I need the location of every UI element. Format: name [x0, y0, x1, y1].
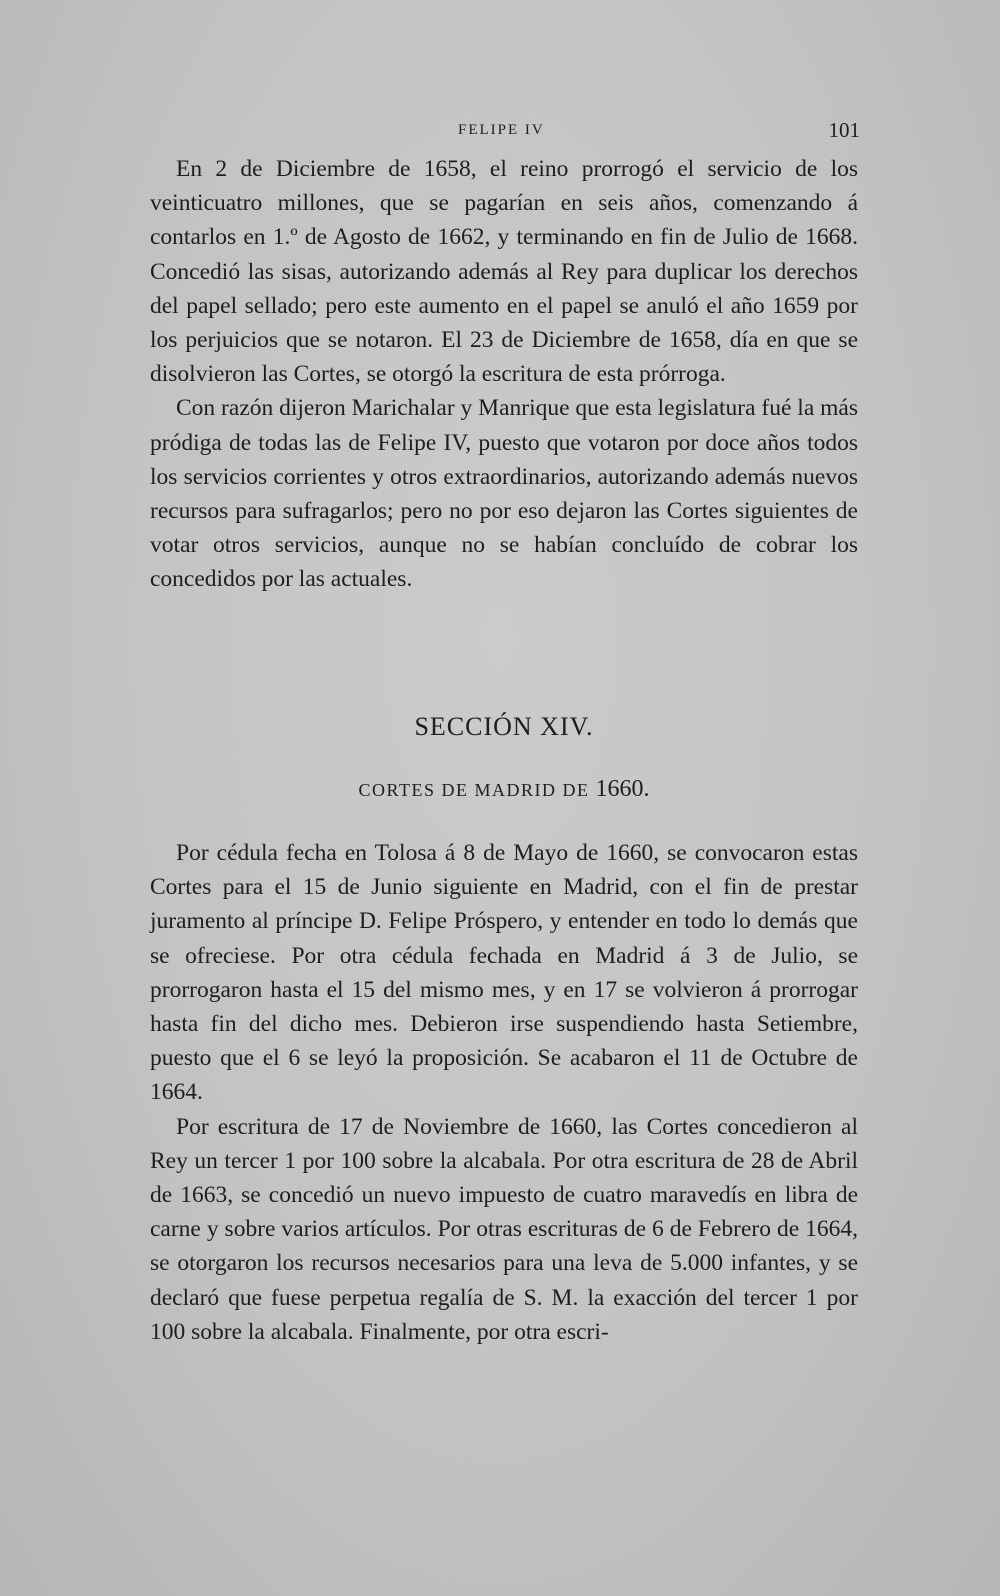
running-title: FELIPE IV: [458, 122, 545, 138]
section-subtitle: [148, 776, 860, 803]
page-number: 101: [828, 118, 860, 142]
subtitle-year: 1660.: [595, 776, 650, 802]
text-block-top: [150, 152, 858, 597]
paragraph: Con razón dijeron Marichalar y Manrique que esta legislatura fué la más pródiga de todas las de Felipe IV, puesto que votaron por doce años todos los servicios corrientes y otros extraordinarios, autorizando además nuevos recursos para sufragarlos; pero no por eso dejaron las Cortes siguientes de votar otros servicios, aunque no se habían concluído de cobrar los concedidos por las actuales.: [150, 395, 858, 593]
paragraph: Por cédula fecha en Tolosa á 8 de Mayo de 1660, se convocaron estas Cortes para el 15 de Junio siguiente en Madrid, con el fin de prestar juramento al príncipe D. Felipe Próspero, y entender en todo lo demás que se ofreciese. Por otra cédula fechada en Madrid á 3 de Julio, se prorrogaron hasta el 15 del mismo mes, y en 17 se volvieron á prorrogar hasta fin del dicho mes. Debieron irse suspendiendo hasta Setiembre, puesto que el 6 se leyó la proposición. Se acabaron el 11 de Octubre de 1664.: [150, 840, 858, 1106]
section-title: SECCIÓN XIV.: [414, 712, 594, 741]
paragraph: Por escritura de 17 de Noviembre de 1660, las Cortes concedieron al Rey un tercer 1 por 100 sobre la alcabala. Por otra escritura de 28 de Abril de 1663, se concedió un nuevo impuesto de cuatro maravedís en libra de carne y sobre varios artículos. Por otras escrituras de 6 de Febrero de 1664, se otorgaron los recursos necesarios para una leva de 5.000 infantes, y se declaró que fuese perpetua regalía de S. M. la exacción del tercer 1 por 100 sobre la alcabala. Finalmente, por otra escri-: [150, 1113, 858, 1345]
running-head: [148, 118, 860, 146]
text-block-bottom: [150, 836, 858, 1349]
paragraph: En 2 de Diciembre de 1658, el reino prorrogó el servicio de los veinticuatro millones, que se pagarían en seis años, comenzando á contarlos en 1.º de Agosto de 1662, y terminando en fin de Julio de 1668. Concedió las sisas, autorizando además al Rey para duplicar los derechos del papel sellado; pero este aumento en el papel se anuló el año 1659 por los perjuicios que se notaron. El 23 de Diciembre de 1658, día en que se disolvieron las Cortes, se otorgó la escritura de esta prórroga.: [150, 156, 858, 388]
subtitle-text: CORTES DE MADRID DE: [358, 780, 590, 800]
